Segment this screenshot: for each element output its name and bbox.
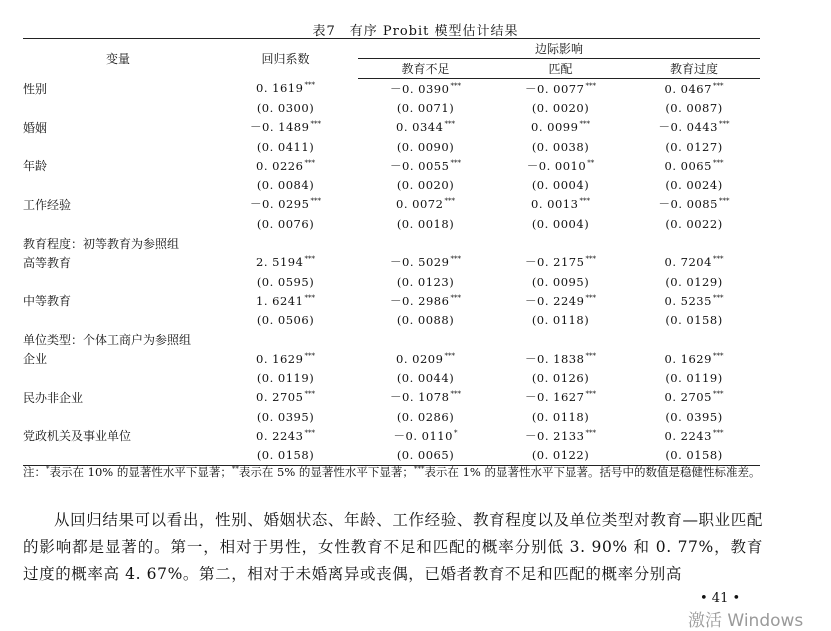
table-row xyxy=(23,195,760,214)
note-sig2: ** xyxy=(231,465,239,473)
cell-value: 0. 0467 xyxy=(664,81,712,96)
cell-value: －0. 2133 xyxy=(525,428,585,443)
cell-under xyxy=(358,388,493,407)
cell-value: (0. 0126) xyxy=(531,371,590,386)
cell-under xyxy=(358,156,493,175)
cell-value: －0. 0443 xyxy=(658,120,718,135)
table-header xyxy=(23,39,760,79)
cell-over xyxy=(628,311,760,330)
cell-coef xyxy=(213,156,358,175)
cell-value: (0. 0123) xyxy=(396,274,455,289)
header-over: 教育过度 xyxy=(628,59,760,79)
cell-value: －0. 0295 xyxy=(250,197,310,212)
cell-match xyxy=(493,407,628,426)
cell-value: 0. 0344 xyxy=(396,120,444,135)
cell-over xyxy=(628,272,760,291)
cell-value: －0. 1627 xyxy=(525,390,585,405)
row-label: 企业 xyxy=(23,352,48,367)
cell-match xyxy=(493,175,628,194)
page-number: • 41 • xyxy=(700,591,741,606)
cell-match xyxy=(493,349,628,368)
cell-under xyxy=(358,311,493,330)
note-text1: 表示在 10% 的显著性水平下显著； xyxy=(49,464,232,479)
cell-value: (0. 0024) xyxy=(665,178,723,193)
cell-value: －0. 0390 xyxy=(390,81,450,96)
row-label xyxy=(23,272,213,291)
cell-coef xyxy=(213,426,358,445)
std-error-row xyxy=(23,272,760,291)
cell-match xyxy=(493,98,628,117)
cell-match xyxy=(493,79,628,99)
cell-value: (0. 0004) xyxy=(531,178,590,193)
significance-stars: *** xyxy=(304,81,315,90)
cell-value: －0. 2249 xyxy=(525,293,585,308)
significance-stars: *** xyxy=(712,390,724,399)
table-row xyxy=(23,426,760,445)
cell-over xyxy=(628,291,760,310)
cell-coef xyxy=(213,137,358,156)
cell-value: 0. 0099 xyxy=(531,120,579,135)
cell-coef xyxy=(213,175,358,194)
cell-coef xyxy=(213,368,358,387)
row-label: 婚姻 xyxy=(23,120,48,135)
significance-stars: *** xyxy=(585,428,596,437)
cell-under xyxy=(358,118,493,137)
cell-value: (0. 0118) xyxy=(531,409,590,424)
significance-stars: *** xyxy=(444,351,455,360)
header-under: 教育不足 xyxy=(358,59,493,79)
cell-match xyxy=(493,291,628,310)
results-table xyxy=(23,38,760,466)
cell-value: (0. 0095) xyxy=(531,274,590,289)
cell-under xyxy=(358,291,493,310)
table-caption: 表7 有序 Probit 模型估计结果 xyxy=(312,24,519,39)
cell-value: (0. 0411) xyxy=(256,139,315,154)
cell-under xyxy=(358,79,493,99)
row-label: 民办非企业 xyxy=(23,390,84,405)
cell-value: 0. 2705 xyxy=(664,390,712,405)
significance-stars: *** xyxy=(718,120,730,129)
cell-over xyxy=(628,195,760,214)
cell-under xyxy=(358,175,493,194)
cell-value: 0. 0226 xyxy=(256,158,304,173)
cell-coef xyxy=(213,407,358,426)
significance-stars: *** xyxy=(712,255,724,264)
cell-match xyxy=(493,253,628,272)
cell-match xyxy=(493,214,628,233)
row-label: 工作经验 xyxy=(23,197,72,212)
cell-over xyxy=(628,118,760,137)
cell-value: 1. 6241 xyxy=(256,293,304,308)
cell-value: －0. 5029 xyxy=(390,255,450,270)
cell-value: (0. 0038) xyxy=(531,139,590,154)
header-variable: 变量 xyxy=(105,52,130,67)
cell-value: (0. 0044) xyxy=(396,371,455,386)
cell-value: 0. 0013 xyxy=(531,197,579,212)
table-row xyxy=(23,118,760,137)
cell-value: 2. 5194 xyxy=(256,255,304,270)
cell-value: (0. 0129) xyxy=(665,274,723,289)
cell-value: (0. 0506) xyxy=(256,313,315,328)
cell-under xyxy=(358,349,493,368)
significance-stars: *** xyxy=(444,120,455,129)
cell-match xyxy=(493,272,628,291)
significance-stars: *** xyxy=(450,390,461,399)
std-error-row xyxy=(23,98,760,117)
group-label: 单位类型：个体工商户为参照组 xyxy=(23,333,192,347)
cell-value: 0. 7204 xyxy=(664,255,712,270)
significance-stars: *** xyxy=(712,81,724,90)
cell-value: (0. 0020) xyxy=(396,178,455,193)
cell-value: (0. 0395) xyxy=(256,409,315,424)
row-label: 年龄 xyxy=(23,159,48,174)
cell-value: (0. 0118) xyxy=(531,313,590,328)
significance-stars: *** xyxy=(585,293,596,302)
significance-stars: *** xyxy=(304,390,315,399)
significance-stars: *** xyxy=(712,428,724,437)
cell-value: －0. 2175 xyxy=(525,255,585,270)
group-row xyxy=(23,233,760,252)
cell-value: －0. 0085 xyxy=(658,197,718,212)
note-sig1: * xyxy=(46,465,50,473)
significance-stars: *** xyxy=(304,158,315,167)
group-label: 教育程度：初等教育为参照组 xyxy=(23,236,180,251)
table-row xyxy=(23,156,760,175)
paragraph-text: 从回归结果可以看出，性别、婚姻状态、年龄、工作经验、教育程度以及单位类型对教育—职业匹配的影响都是显著的。第一，相对于男性，女性教育不足和匹配的概率分别低 3. 90% 和 0. 77%，教育过度的概率高 4. 67%。第二，相对于未婚离异或丧偶，已婚者教育不足和匹配的概率分别高 xyxy=(23,511,763,583)
significance-stars: ** xyxy=(587,158,595,167)
cell-value: (0. 0004) xyxy=(531,216,590,231)
cell-coef xyxy=(213,118,358,137)
cell-value: 0. 5235 xyxy=(664,293,712,308)
significance-stars: *** xyxy=(585,351,596,360)
cell-match xyxy=(493,426,628,445)
cell-value: (0. 0158) xyxy=(665,448,723,463)
cell-value: (0. 0084) xyxy=(256,178,315,193)
significance-stars: *** xyxy=(585,81,596,90)
note-sig3: *** xyxy=(413,465,425,473)
cell-over xyxy=(628,388,760,407)
cell-over xyxy=(628,79,760,99)
cell-value: 0. 1629 xyxy=(256,351,304,366)
significance-stars: *** xyxy=(579,197,590,206)
row-label: 高等教育 xyxy=(23,255,72,270)
cell-under xyxy=(358,426,493,445)
cell-value: 0. 0072 xyxy=(396,197,444,212)
row-label: 中等教育 xyxy=(23,294,72,309)
cell-coef xyxy=(213,195,358,214)
table-row xyxy=(23,253,760,272)
cell-value: 0. 1619 xyxy=(256,81,304,96)
row-label xyxy=(23,98,213,117)
cell-match xyxy=(493,368,628,387)
significance-stars: * xyxy=(453,428,458,437)
significance-stars: *** xyxy=(585,390,596,399)
cell-coef xyxy=(213,272,358,291)
cell-over xyxy=(628,426,760,445)
cell-value: (0. 0090) xyxy=(396,139,455,154)
significance-stars: *** xyxy=(304,351,315,360)
cell-under xyxy=(358,253,493,272)
significance-stars: *** xyxy=(579,120,590,129)
significance-stars: *** xyxy=(310,120,321,129)
table-row xyxy=(23,79,760,99)
cell-match xyxy=(493,195,628,214)
cell-value: 0. 0209 xyxy=(396,351,444,366)
row-label xyxy=(23,407,213,426)
cell-over xyxy=(628,214,760,233)
cell-value: (0. 0158) xyxy=(665,313,723,328)
significance-stars: *** xyxy=(450,293,461,302)
cell-value: 0. 2705 xyxy=(256,390,304,405)
significance-stars: *** xyxy=(712,158,724,167)
cell-over xyxy=(628,368,760,387)
cell-match xyxy=(493,311,628,330)
cell-value: －0. 0077 xyxy=(525,81,585,96)
cell-value: (0. 0119) xyxy=(256,371,315,386)
cell-value: (0. 0065) xyxy=(396,448,455,463)
cell-under xyxy=(358,214,493,233)
row-label xyxy=(23,137,213,156)
cell-match xyxy=(493,118,628,137)
cell-value: (0. 0395) xyxy=(665,409,723,424)
cell-match xyxy=(493,156,628,175)
cell-under xyxy=(358,272,493,291)
cell-value: (0. 0087) xyxy=(665,100,723,115)
cell-value: (0. 0076) xyxy=(256,216,315,231)
row-label xyxy=(23,214,213,233)
cell-value: 0. 2243 xyxy=(664,428,712,443)
row-label: 性别 xyxy=(23,81,48,96)
row-label: 党政机关及事业单位 xyxy=(23,429,132,444)
significance-stars: *** xyxy=(450,255,461,264)
cell-under xyxy=(358,368,493,387)
significance-stars: *** xyxy=(450,81,461,90)
cell-value: (0. 0595) xyxy=(256,274,315,289)
cell-coef xyxy=(213,253,358,272)
significance-stars: *** xyxy=(304,428,315,437)
cell-value: －0. 2986 xyxy=(390,293,450,308)
cell-value: (0. 0022) xyxy=(665,216,723,231)
table-note xyxy=(23,460,763,481)
significance-stars: *** xyxy=(585,255,596,264)
cell-value: －0. 1078 xyxy=(390,390,450,405)
table-row xyxy=(23,291,760,310)
cell-value: －0. 0010 xyxy=(526,158,587,173)
cell-value: (0. 0071) xyxy=(396,100,455,115)
header-marginal: 边际影响 xyxy=(358,39,760,59)
cell-value: －0. 0055 xyxy=(390,158,450,173)
cell-match xyxy=(493,137,628,156)
significance-stars: *** xyxy=(304,293,315,302)
table-body xyxy=(23,79,760,466)
significance-stars: *** xyxy=(712,351,724,360)
std-error-row xyxy=(23,175,760,194)
cell-value: －0. 1838 xyxy=(525,351,585,366)
cell-over xyxy=(628,98,760,117)
std-error-row xyxy=(23,311,760,330)
std-error-row xyxy=(23,214,760,233)
cell-value: (0. 0286) xyxy=(396,409,455,424)
significance-stars: *** xyxy=(712,293,724,302)
cell-over xyxy=(628,253,760,272)
row-label xyxy=(23,175,213,194)
cell-over xyxy=(628,407,760,426)
cell-coef xyxy=(213,388,358,407)
cell-coef xyxy=(213,311,358,330)
cell-over xyxy=(628,156,760,175)
cell-match xyxy=(493,388,628,407)
cell-value: －0. 0110 xyxy=(393,428,453,443)
cell-value: (0. 0158) xyxy=(256,448,315,463)
row-label xyxy=(23,368,213,387)
row-label xyxy=(23,311,213,330)
cell-coef xyxy=(213,214,358,233)
cell-value: (0. 0088) xyxy=(396,313,455,328)
std-error-row xyxy=(23,368,760,387)
cell-value: (0. 0122) xyxy=(531,448,590,463)
table-row xyxy=(23,349,760,368)
cell-value: (0. 0119) xyxy=(665,371,723,386)
note-prefix: 注： xyxy=(23,464,46,479)
cell-value: －0. 1489 xyxy=(250,120,310,135)
cell-value: 0. 2243 xyxy=(256,428,304,443)
cell-coef xyxy=(213,349,358,368)
cell-value: (0. 0018) xyxy=(396,216,455,231)
note-text2: 表示在 5% 的显著性水平下显著； xyxy=(238,464,414,479)
std-error-row xyxy=(23,407,760,426)
significance-stars: *** xyxy=(450,158,461,167)
significance-stars: *** xyxy=(444,197,455,206)
body-paragraph xyxy=(23,507,763,588)
std-error-row xyxy=(23,137,760,156)
header-coef: 回归系数 xyxy=(261,52,310,67)
cell-over xyxy=(628,175,760,194)
cell-value: (0. 0300) xyxy=(256,100,315,115)
cell-value: 0. 1629 xyxy=(664,351,712,366)
cell-value: 0. 0065 xyxy=(664,158,712,173)
cell-under xyxy=(358,195,493,214)
group-row xyxy=(23,330,760,349)
cell-value: (0. 0127) xyxy=(665,139,723,154)
significance-stars: *** xyxy=(304,255,315,264)
significance-stars: *** xyxy=(718,197,730,206)
cell-coef xyxy=(213,79,358,99)
cell-value: (0. 0020) xyxy=(531,100,590,115)
header-match: 匹配 xyxy=(493,59,628,79)
note-text3: 表示在 1% 的显著性水平下显著。括号中的数值是稳健性标准差。 xyxy=(424,464,761,479)
table-row xyxy=(23,388,760,407)
cell-coef xyxy=(213,98,358,117)
activate-windows-watermark: 激活 Windows xyxy=(688,611,804,631)
significance-stars: *** xyxy=(310,197,321,206)
cell-over xyxy=(628,137,760,156)
cell-under xyxy=(358,137,493,156)
cell-under xyxy=(358,98,493,117)
cell-over xyxy=(628,349,760,368)
cell-coef xyxy=(213,291,358,310)
cell-under xyxy=(358,407,493,426)
